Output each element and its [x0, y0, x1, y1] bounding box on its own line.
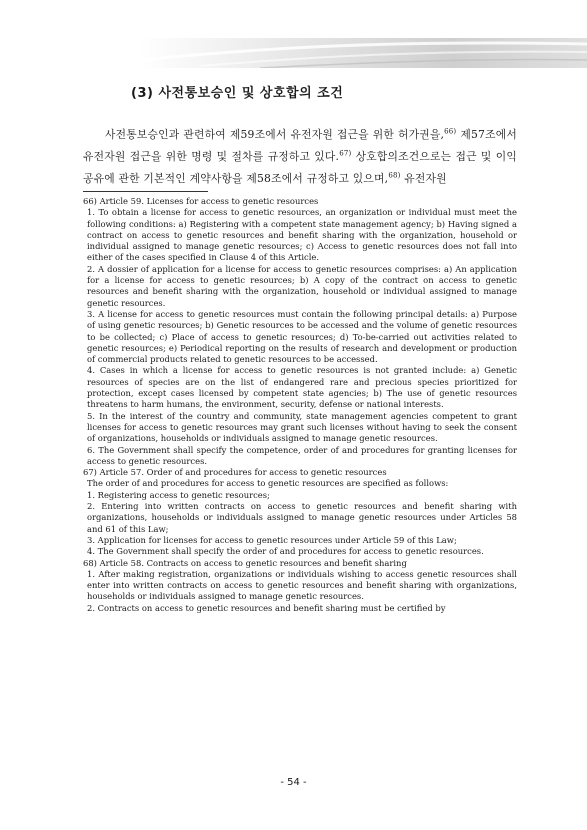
- body-paragraph: [83, 124, 517, 190]
- page-number: - 54 -: [280, 777, 307, 788]
- footnote-66: [83, 196, 517, 467]
- footnote-paragraph: 2. Entering into written contracts on access to genetic resources and benefit sharing with organizations, households or individuals assigned to manage genetic resources under Articles 58 and 61 of this Law;: [87, 501, 517, 534]
- footnote-paragraph: 1. To obtain a license for access to genetic resources, an organization or individual must meet the following conditions: a) Registering with a competent state management agency; b) Having signed a contract on access to genetic resources and benefit sharing with the organization, household or individual assigned to manage genetic resources; c) Access to genetic resources does not fall into either of the cases specified in Clause 4 of this Article.: [87, 207, 517, 263]
- header-swoosh-graphic: [140, 38, 587, 68]
- footnote-heading: 66) Article 59. Licenses for access to genetic resources: [83, 196, 319, 206]
- footnote-heading: 67) Article 57. Order of and procedures for access to genetic resources: [83, 467, 387, 478]
- footnote-67: [83, 467, 517, 557]
- footnote-paragraph: The order of and procedures for access to genetic resources are specified as follows:: [87, 478, 449, 489]
- body-text-part1: 사전통보승인과 관련하여 제59조에서 유전자원 접근을 위한 허가권을,: [105, 128, 445, 141]
- footnote-paragraph: 4. Cases in which a license for access to genetic resources is not granted include: a) Genetic resources of species are on the list of endangered rare and precious species prioritized for protection, except cases licensed by competent state agencies; b) The use of genetic resources threatens to harm humans, the environment, security, defense or national interests.: [87, 365, 517, 410]
- footnote-ref-67[interactable]: 67): [339, 149, 352, 158]
- section-heading: (3) 사전통보승인 및 상호합의 조건: [131, 86, 344, 101]
- footnote-ref-68[interactable]: 68): [388, 171, 401, 180]
- footnote-68: [83, 558, 517, 614]
- header-decoration: [140, 38, 587, 68]
- body-text-part3: 상호합의조건으로는 접근 및 이익공유에 관한 기본적인 계약사항을 제58조에서 규정하고 있으며,: [83, 150, 518, 185]
- footnote-ref-66[interactable]: 66): [444, 127, 457, 136]
- footnote-paragraph: 5. In the interest of the country and community, state management agencies competent to grant licenses for access to genetic resources may grant such licenses without having to seek the consent of organizations, households or individuals assigned to manage genetic resources.: [87, 410, 517, 444]
- footnote-heading: 68) Article 58. Contracts on access to genetic resources and benefit sharing: [83, 557, 407, 568]
- footnote-paragraph: 2. A dossier of application for a license for access to genetic resources comprises: a) An application for a license for access to genetic resources; b) A copy of the contract on access to genetic resources and benefit sharing with the organization, household or individual assigned to manage genetic resources.: [87, 263, 517, 308]
- footnote-paragraph: 2. Contracts on access to genetic resources and benefit sharing must be certified by: [87, 602, 446, 613]
- body-text-part2: 제57조에서 유전자원 접근을 위한 명령 및 절차를 규정하고 있다.: [83, 128, 517, 163]
- footnotes: [83, 196, 517, 614]
- footnote-paragraph: 4. The Government shall specify the order of and procedures for access to genetic resources.: [87, 546, 484, 557]
- footnote-paragraph: 3. Application for licenses for access to genetic resources under Article 59 of this Law;: [87, 534, 457, 545]
- body-text-part4: 유전자원: [400, 172, 447, 185]
- footnote-paragraph: 1. Registering access to genetic resources;: [87, 489, 270, 500]
- footnote-paragraph: 1. After making registration, organizations or individuals wishing to access genetic resources shall enter into written contracts on access to genetic resources and benefit sharing with organizations, households or individuals assigned to manage genetic resources.: [87, 568, 517, 602]
- footnote-separator: [83, 191, 208, 192]
- footnote-paragraph: 6. The Government shall specify the competence, order of and procedures for granting licenses for access to genetic resources.: [87, 444, 517, 466]
- footnote-paragraph: 3. A license for access to genetic resources must contain the following principal details: a) Purpose of using genetic resources; b) Genetic resources to be accessed and the volume of genetic resources to be collected; c) Place of access to genetic resources; d) To-be-carried out activities related to genetic resources; e) Periodical reporting on the results of research and development or production of commercial products related to genetic resources to be accessed.: [87, 308, 517, 365]
